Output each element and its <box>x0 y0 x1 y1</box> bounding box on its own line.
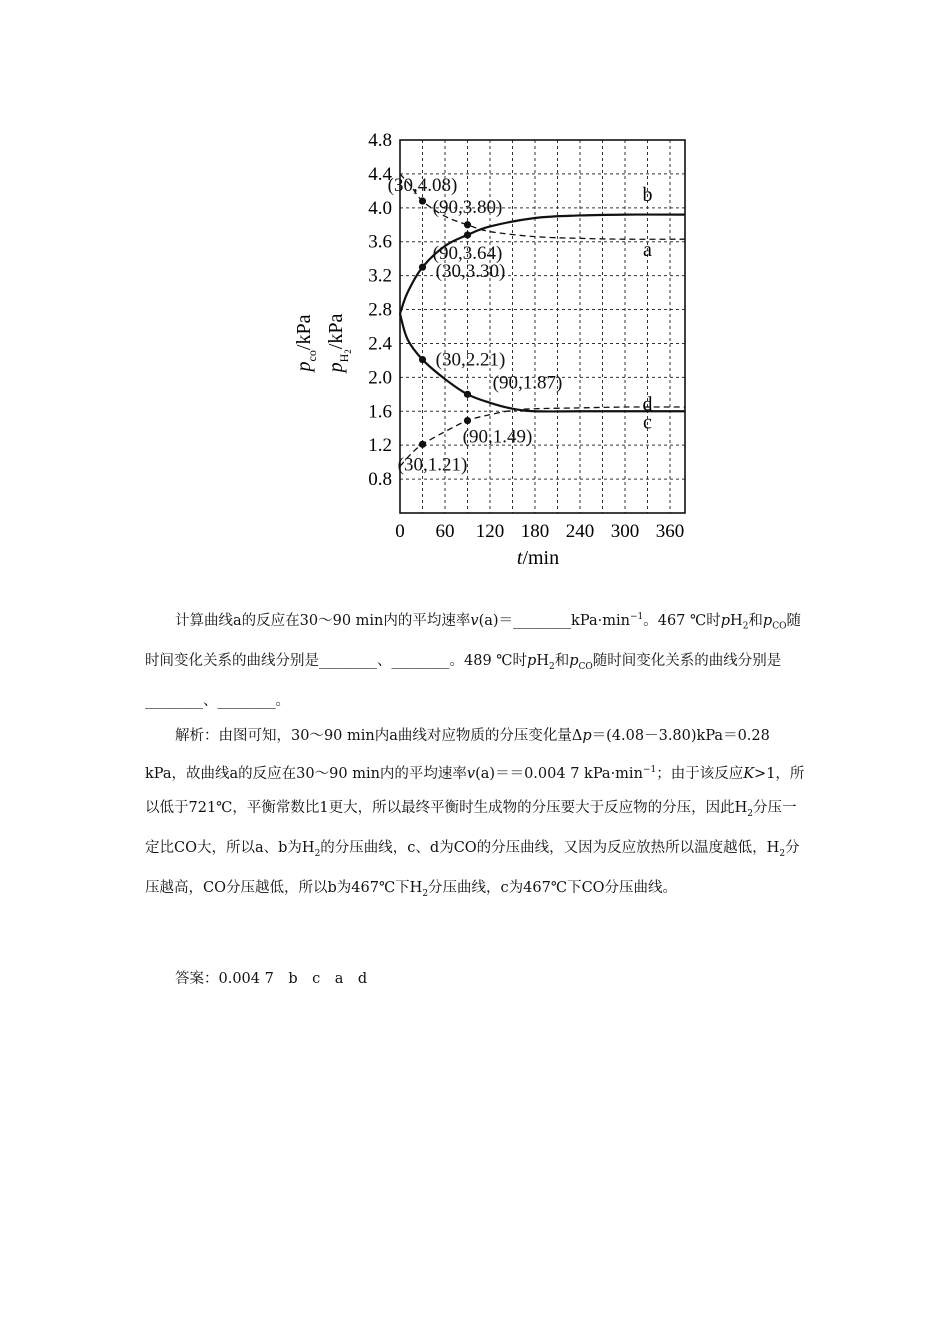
y-tick-label: 4.8 <box>368 130 392 151</box>
y-tick-label: 2.4 <box>368 333 392 355</box>
svg-text:pH2/kPa: $p_H2$/kPa <box>325 313 353 373</box>
analysis-paragraph: 解析：由图可知，30～90 min内a曲线对应物质的分压变化量Δp＝(4.08－3.80)kPa＝0.28 kPa，故曲线a的反应在30～90 min内的平均速率v(a)＝＝0.004 7 $kPa\cdot\min^{-1}$；由于该反应K>1，所以低于721℃，平衡常数比1更大，所以最终平衡时生成物的分压要大于反应物的分压，因此$H_2$分压一定比CO大，所以a、b为$H_2$的分压曲线，c、d为CO的分压曲线，又因为反应放热所以温度越低，$H_2$分压越高，CO分压越低，所以b为467℃下$H_2$分压曲线，c为467℃下CO分压曲线。 <box>145 728 805 899</box>
y-axis-label-h2 <box>325 314 353 375</box>
y-tick-label: 1.2 <box>368 435 392 457</box>
data-point <box>464 231 471 238</box>
series-label-a: a <box>643 239 652 262</box>
series-label-c: c <box>643 411 652 434</box>
analysis-block <box>145 719 810 911</box>
x-axis-label: t/min <box>516 547 560 569</box>
point-label: (30,1.21) <box>397 454 468 476</box>
answer-line: 答案：0.004 7 b c a d <box>175 971 368 987</box>
point-label: (90,3.64) <box>432 242 503 264</box>
y-tick-label: 3.6 <box>368 231 392 253</box>
series-label-d: d <box>642 393 653 416</box>
x-tick-label: 240 <box>565 521 595 542</box>
point-label: (30,4.08) <box>387 175 458 197</box>
y-tick-label: 1.6 <box>368 401 392 423</box>
y-tick-label: 3.2 <box>368 265 392 287</box>
series-label-b: b <box>642 184 653 207</box>
points-group <box>388 175 563 475</box>
y-tick-label: 2.0 <box>368 367 392 389</box>
question-block <box>145 600 810 718</box>
svg-text:pco/kPa: $p_{co}$/kPa <box>293 314 319 372</box>
x-tick-label: 300 <box>610 521 640 542</box>
point-label: (90,3.80) <box>432 196 503 218</box>
point-label: (90,1.49) <box>462 426 533 448</box>
x-tick-label: 180 <box>520 521 550 542</box>
x-tick-label: 360 <box>655 521 685 542</box>
pressure-time-chart <box>280 128 700 578</box>
point-label: (30,2.21) <box>435 349 506 371</box>
y-axis-label-co <box>293 314 319 373</box>
y-tick-label: 0.8 <box>368 469 392 491</box>
data-point <box>464 391 471 398</box>
x-tick-label: 60 <box>435 521 455 542</box>
data-point <box>419 356 426 363</box>
data-point <box>464 417 471 424</box>
point-label: (30,3.30) <box>435 261 506 283</box>
y-tick-label: 4.0 <box>368 197 392 219</box>
question-paragraph: 计算曲线a的反应在30～90 min内的平均速率$v(a)=\_\_\_\_\_\_\_\_kPa\cdot\min^{-1}$。467 ℃时$pH_2$和$p_{CO}$随时间变化关系的曲线分别是________、________。489 ℃时$pH_2$和$p_{CO}$随时间变化关系的曲线分别是________、________。 <box>145 612 801 709</box>
data-point <box>419 264 426 271</box>
point-label: (90,1.87) <box>492 372 563 394</box>
y-tick-label: 4.4 <box>368 163 392 185</box>
data-point <box>419 441 426 448</box>
x-tick-label: 0 <box>395 521 405 542</box>
data-point <box>464 221 471 228</box>
y-tick-label: 2.8 <box>368 299 392 321</box>
x-tick-label: 120 <box>475 521 505 542</box>
answer-block <box>145 962 810 996</box>
data-point <box>419 197 426 204</box>
